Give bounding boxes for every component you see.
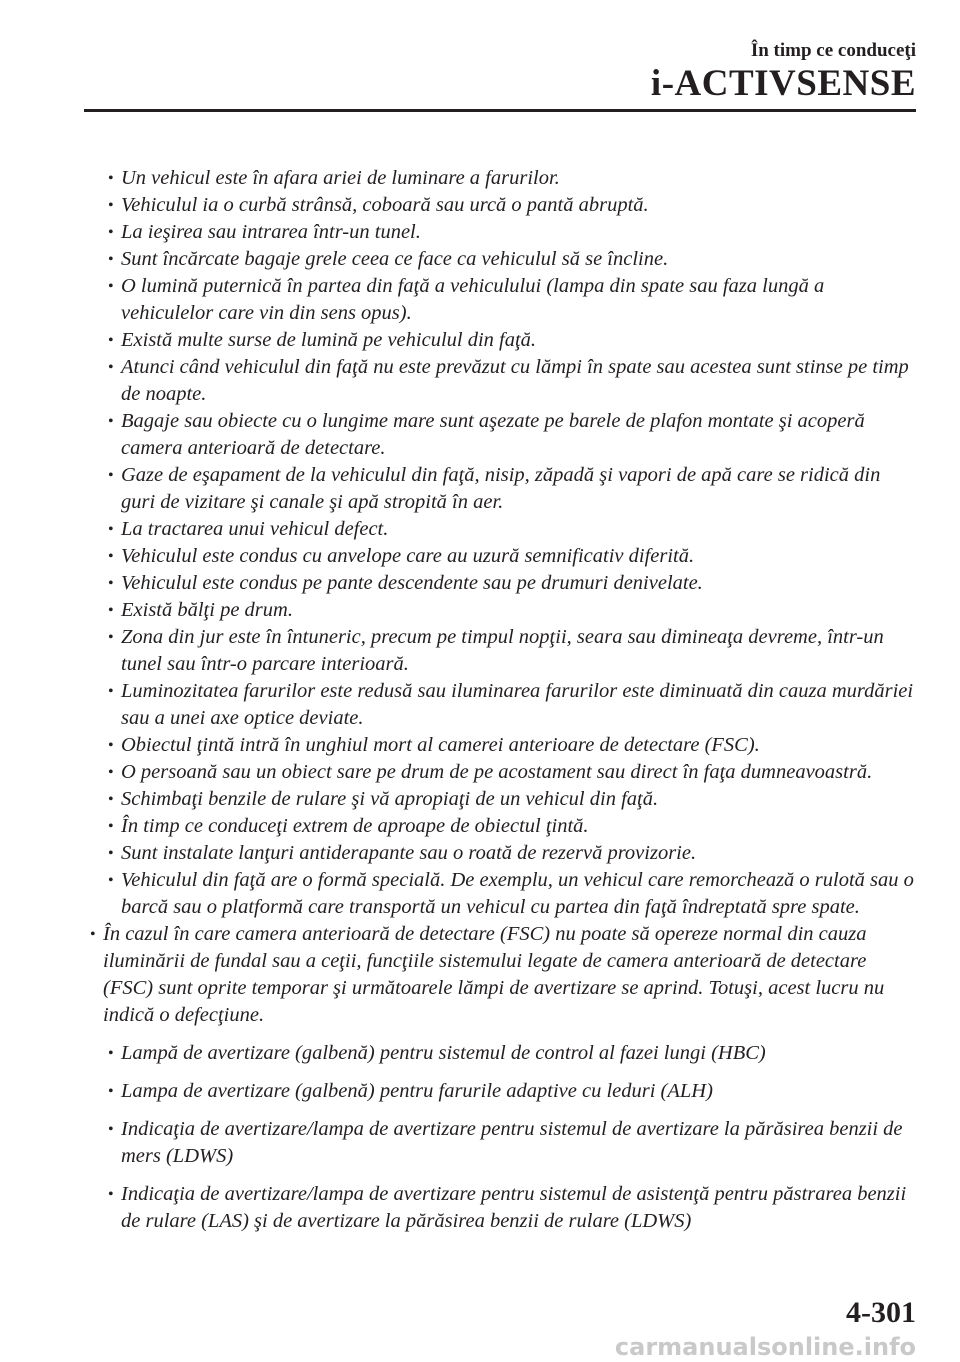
- list-item: • La ieşirea sau intrarea într-un tunel.: [0, 219, 960, 246]
- bullet-icon: •: [108, 1045, 114, 1062]
- list-item: • În timp ce conduceţi extrem de aproape de obiectul ţintă.: [0, 813, 960, 840]
- bullet-icon: •: [108, 251, 114, 268]
- list-item: • Există bălţi pe drum.: [0, 597, 960, 624]
- bullet-icon: •: [108, 818, 114, 835]
- bullet-icon: •: [108, 1083, 114, 1100]
- bullet-icon: •: [108, 332, 114, 349]
- bullet-icon: •: [108, 170, 114, 187]
- list-item: • Indicaţia de avertizare/lampa de avertizare pentru sistemul de asistenţă pentru păstrarea benzii de rulare (LAS) şi de avertizare la părăsirea benzii de rulare (LDWS): [108, 1183, 907, 1232]
- bullet-icon: •: [108, 413, 114, 430]
- list-item: • Indicaţia de avertizare/lampa de avertizare pentru sistemul de avertizare la părăsirea benzii de mers (LDWS): [108, 1118, 903, 1167]
- list-item: • Un vehicul este în afara ariei de luminare a farurilor.: [0, 165, 960, 192]
- list-item: • Gaze de eşapament de la vehiculul din faţă, nisip, zăpadă şi vapori de apă care se ridică din guri de vizitare şi canale şi apă stropită în aer.: [108, 464, 881, 513]
- bullet-icon: •: [108, 1121, 114, 1138]
- list-item: • O persoană sau un obiect sare pe drum de pe acostament sau direct în faţa dumneavoastră.: [0, 759, 960, 786]
- main-bullet-item: • În cazul în care camera anterioară de detectare (FSC) nu poate să opereze normal din cauza iluminării de fundal sau a ceţii, funcţiile sistemului legate de camera anterioară de detectare (FSC) sunt oprite temporar şi următoarele lămpi de avertizare se aprind. Totuşi, acest lucru nu indică o defecţiune.: [90, 923, 885, 1026]
- bullet-icon: •: [108, 764, 114, 781]
- list-item: • Sunt încărcate bagaje grele ceea ce face ca vehiculul să se încline.: [0, 246, 960, 273]
- bullet-icon: •: [90, 926, 96, 943]
- bullet-icon: •: [108, 872, 114, 889]
- watermark: carmanualsonline.info: [614, 1333, 916, 1361]
- page-body: [0, 165, 960, 1235]
- bullet-icon: •: [108, 737, 114, 754]
- list-item: • La tractarea unui vehicul defect.: [0, 516, 960, 543]
- bullet-icon: •: [108, 845, 114, 862]
- list-item: • Zona din jur este în întuneric, precum pe timpul nopţii, seara sau dimineaţa devreme, într-un tunel sau într-o parcare interioară.: [108, 626, 884, 675]
- bullet-icon: •: [108, 521, 114, 538]
- list-item: • Există multe surse de lumină pe vehiculul din faţă.: [0, 327, 960, 354]
- bullet-icon: •: [108, 1186, 114, 1203]
- conditions-list: [0, 165, 960, 921]
- bullet-icon: •: [108, 467, 114, 484]
- page-number: 4-301: [846, 1296, 916, 1329]
- bullet-icon: •: [108, 278, 114, 295]
- bullet-icon: •: [108, 548, 114, 565]
- list-item: • Sunt instalate lanţuri antiderapante sau o roată de rezervă provizorie.: [0, 840, 960, 867]
- bullet-icon: •: [108, 197, 114, 214]
- bullet-icon: •: [108, 629, 114, 646]
- bullet-icon: •: [108, 359, 114, 376]
- list-item: • Obiectul ţintă intră în unghiul mort al camerei anterioare de detectare (FSC).: [0, 732, 960, 759]
- bullet-icon: •: [108, 602, 114, 619]
- list-item: • Bagaje sau obiecte cu o lungime mare sunt aşezate pe barele de plafon montate şi acoperă camera anterioară de detectare.: [108, 410, 865, 459]
- bullet-icon: •: [108, 791, 114, 808]
- list-item: • Atunci când vehiculul din faţă nu este prevăzut cu lămpi în spate sau acestea sunt stinse pe timp de noapte.: [108, 356, 909, 405]
- bullet-icon: •: [108, 575, 114, 592]
- list-item: • Vehiculul ia o curbă strânsă, coboară sau urcă o pantă abruptă.: [0, 192, 960, 219]
- list-item: • Schimbaţi benzile de rulare şi vă apropiaţi de un vehicul din faţă.: [0, 786, 960, 813]
- section-title: În timp ce conduceţi: [750, 40, 916, 61]
- list-item: • Luminozitatea farurilor este redusă sau iluminarea farurilor este diminuată din cauza murdăriei sau a unei axe optice deviate.: [108, 680, 914, 729]
- list-item: • Vehiculul este condus cu anvelope care au uzură semnificativ diferită.: [0, 543, 960, 570]
- list-item: • Vehiculul este condus pe pante descendente sau pe drumuri denivelate.: [0, 570, 960, 597]
- chapter-title: i-ACTIVSENSE: [650, 63, 916, 104]
- bullet-icon: •: [108, 683, 114, 700]
- list-item: • Lampă de avertizare (galbenă) pentru sistemul de control al fazei lungi (HBC): [0, 1040, 960, 1067]
- header-divider: [84, 109, 916, 112]
- bullet-icon: •: [108, 224, 114, 241]
- warning-lamps-list: [0, 1040, 960, 1235]
- list-item: • O lumină puternică în partea din faţă a vehiculului (lampa din spate sau faza lungă a vehiculelor care vin din sens opus).: [108, 275, 825, 324]
- list-item: • Lampa de avertizare (galbenă) pentru farurile adaptive cu leduri (ALH): [0, 1078, 960, 1105]
- list-item: • Vehiculul din faţă are o formă specială. De exemplu, un vehicul care remorchează o rulotă sau o barcă sau o platformă care transportă un vehicul cu partea din faţă îndreptată spre spate.: [108, 869, 914, 918]
